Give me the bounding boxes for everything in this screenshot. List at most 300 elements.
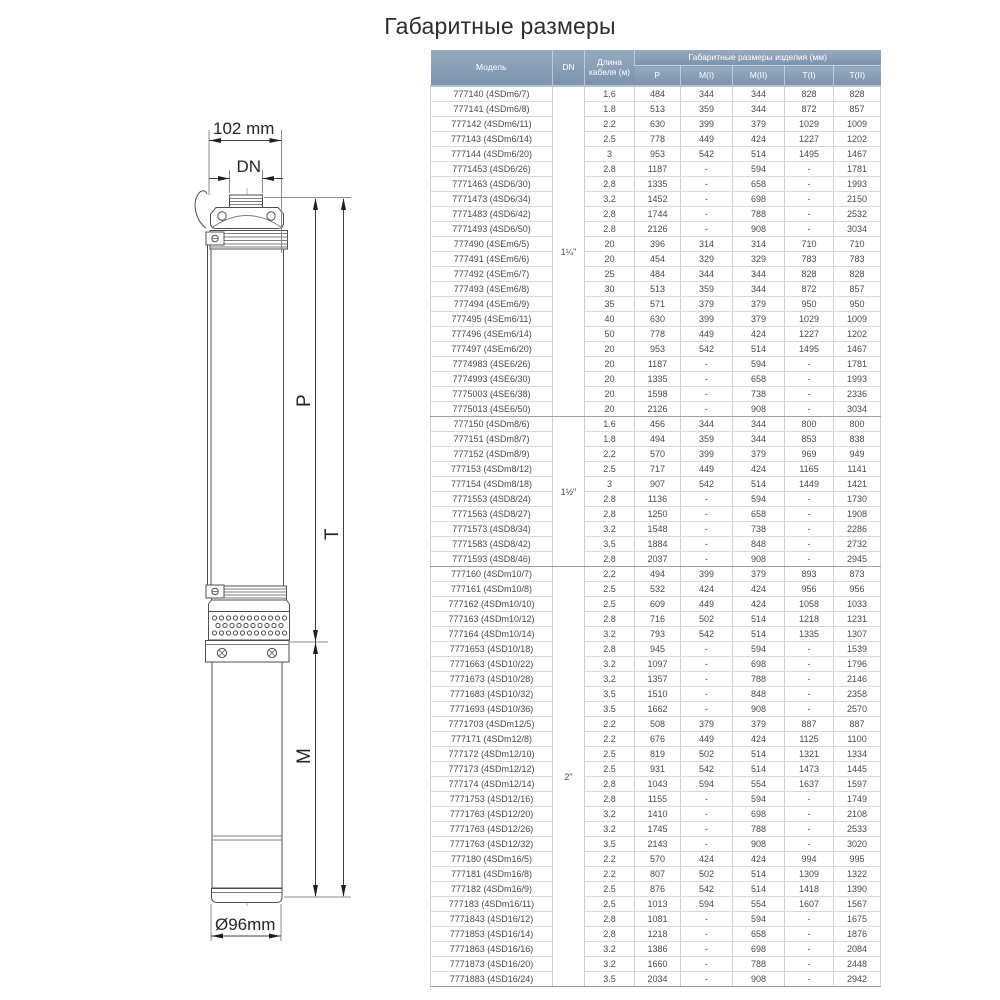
table-row <box>431 282 881 297</box>
table-row <box>431 327 881 342</box>
value-cell: 3.2 <box>585 822 635 837</box>
value-cell: 908 <box>733 402 785 417</box>
model-cell: 7771493 (4SD6/50) <box>431 222 553 237</box>
value-cell: 542 <box>681 627 733 642</box>
value-cell: 788 <box>733 822 785 837</box>
value-cell: 3034 <box>834 402 881 417</box>
value-cell: 1029 <box>785 117 834 132</box>
value-cell: 514 <box>733 342 785 357</box>
value-cell: 314 <box>681 237 733 252</box>
value-cell: 698 <box>733 807 785 822</box>
value-cell: 514 <box>733 867 785 882</box>
value-cell: 1908 <box>834 507 881 522</box>
value-cell: 1097 <box>635 657 681 672</box>
table-row <box>431 102 881 117</box>
value-cell: 513 <box>635 282 681 297</box>
table-row <box>431 567 881 582</box>
value-cell: 887 <box>834 717 881 732</box>
value-cell: 995 <box>834 852 881 867</box>
table-row <box>431 732 881 747</box>
value-cell: 542 <box>681 882 733 897</box>
model-cell: 7771563 (4SD8/27) <box>431 507 553 522</box>
value-cell: 514 <box>733 477 785 492</box>
value-cell: 2.2 <box>585 852 635 867</box>
value-cell: 1033 <box>834 597 881 612</box>
value-cell: 873 <box>834 567 881 582</box>
value-cell: 1449 <box>785 477 834 492</box>
value-cell: 1136 <box>635 492 681 507</box>
value-cell: 872 <box>785 102 834 117</box>
table-row <box>431 417 881 432</box>
value-cell: 2150 <box>834 192 881 207</box>
table-row <box>431 237 881 252</box>
model-cell: 777144 (4SDm6/20) <box>431 147 553 162</box>
model-cell: 7775013 (4SE6/50) <box>431 402 553 417</box>
value-cell: 969 <box>785 447 834 462</box>
value-cell: 40 <box>585 312 635 327</box>
table-row <box>431 867 881 882</box>
table-row <box>431 537 881 552</box>
value-cell: 2533 <box>834 822 881 837</box>
value-cell: 1473 <box>785 762 834 777</box>
value-cell: - <box>681 807 733 822</box>
value-cell: 2.2 <box>585 717 635 732</box>
value-cell: 1749 <box>834 792 881 807</box>
value-cell: 424 <box>733 852 785 867</box>
value-cell: - <box>785 162 834 177</box>
model-cell: 7771763 (4SD12/32) <box>431 837 553 852</box>
value-cell: 1202 <box>834 327 881 342</box>
model-cell: 777151 (4SDm8/7) <box>431 432 553 447</box>
table-row <box>431 447 881 462</box>
value-cell: 3.5 <box>585 837 635 852</box>
value-cell: 738 <box>733 387 785 402</box>
value-cell: 788 <box>733 672 785 687</box>
table-row <box>431 177 881 192</box>
value-cell: 594 <box>733 357 785 372</box>
value-cell: 710 <box>785 237 834 252</box>
value-cell: 379 <box>733 717 785 732</box>
model-cell: 7771553 (4SD8/24) <box>431 492 553 507</box>
value-cell: 2037 <box>635 552 681 567</box>
table-row <box>431 912 881 927</box>
model-cell: 777140 (4SDm6/7) <box>431 86 553 102</box>
value-cell: 2084 <box>834 942 881 957</box>
value-cell: 1335 <box>785 627 834 642</box>
value-cell: 1335 <box>635 372 681 387</box>
value-cell: 329 <box>681 252 733 267</box>
value-cell: 379 <box>733 567 785 582</box>
value-cell: 1141 <box>834 462 881 477</box>
value-cell: 1675 <box>834 912 881 927</box>
value-cell: 594 <box>733 162 785 177</box>
value-cell: - <box>681 837 733 852</box>
pump-head <box>211 195 284 229</box>
value-cell: 2.8 <box>585 207 635 222</box>
table-row <box>431 597 881 612</box>
value-cell: 502 <box>681 747 733 762</box>
value-cell: - <box>681 912 733 927</box>
value-cell: 2945 <box>834 552 881 567</box>
value-cell: 2.2 <box>585 567 635 582</box>
value-cell: 1231 <box>834 612 881 627</box>
value-cell: 609 <box>635 597 681 612</box>
table-row <box>431 822 881 837</box>
model-cell: 7771583 (4SD8/42) <box>431 537 553 552</box>
value-cell: 344 <box>681 267 733 282</box>
suction-collar <box>209 600 290 612</box>
value-cell: 379 <box>681 297 733 312</box>
model-cell: 7771673 (4SD10/28) <box>431 672 553 687</box>
value-cell: 2143 <box>635 837 681 852</box>
value-cell: 424 <box>733 132 785 147</box>
col-header-model: Модель <box>431 50 553 86</box>
value-cell: - <box>785 972 834 987</box>
value-cell: 2.5 <box>585 762 635 777</box>
model-cell: 777183 (4SDm16/11) <box>431 897 553 912</box>
value-cell: 945 <box>635 642 681 657</box>
model-cell: 7771463 (4SD6/30) <box>431 177 553 192</box>
value-cell: 20 <box>585 252 635 267</box>
col-header-t1: T(I) <box>785 66 834 87</box>
value-cell: - <box>785 207 834 222</box>
value-cell: - <box>785 702 834 717</box>
value-cell: - <box>785 177 834 192</box>
model-cell: 777490 (4SEm6/5) <box>431 237 553 252</box>
value-cell: 1745 <box>635 822 681 837</box>
value-cell: 1637 <box>785 777 834 792</box>
model-cell: 7771753 (4SD12/16) <box>431 792 553 807</box>
col-header-dn: DN <box>553 50 585 86</box>
value-cell: 379 <box>733 117 785 132</box>
value-cell: 3.2 <box>585 657 635 672</box>
value-cell: 399 <box>681 567 733 582</box>
model-cell: 7774983 (4SE6/26) <box>431 357 553 372</box>
model-cell: 7771763 (4SD12/20) <box>431 807 553 822</box>
table-row <box>431 807 881 822</box>
value-cell: - <box>785 507 834 522</box>
value-cell: 793 <box>635 627 681 642</box>
value-cell: - <box>785 642 834 657</box>
table-row <box>431 777 881 792</box>
value-cell: 1.6 <box>585 417 635 432</box>
value-cell: 594 <box>681 897 733 912</box>
value-cell: 399 <box>681 117 733 132</box>
table-row <box>431 837 881 852</box>
value-cell: 20 <box>585 372 635 387</box>
value-cell: - <box>785 387 834 402</box>
value-cell: - <box>785 657 834 672</box>
model-cell: 777141 (4SDm6/8) <box>431 102 553 117</box>
value-cell: 778 <box>635 327 681 342</box>
head-bolt-hole-right <box>267 212 275 220</box>
value-cell: 872 <box>785 282 834 297</box>
value-cell: 3.2 <box>585 672 635 687</box>
value-cell: 344 <box>681 86 733 102</box>
value-cell: 2.8 <box>585 927 635 942</box>
value-cell: 3034 <box>834 222 881 237</box>
value-cell: 20 <box>585 237 635 252</box>
value-cell: 1495 <box>785 147 834 162</box>
table-row <box>431 612 881 627</box>
value-cell: 893 <box>785 567 834 582</box>
pump-body <box>211 249 284 586</box>
value-cell: 1322 <box>834 867 881 882</box>
value-cell: 456 <box>635 417 681 432</box>
value-cell: - <box>785 672 834 687</box>
dn-cell: 1¼" <box>553 86 585 417</box>
model-cell: 7771873 (4SD16/20) <box>431 957 553 972</box>
value-cell: 514 <box>733 882 785 897</box>
value-cell: 494 <box>635 567 681 582</box>
value-cell: 2.2 <box>585 117 635 132</box>
value-cell: 2.5 <box>585 747 635 762</box>
value-cell: 857 <box>834 102 881 117</box>
table-row <box>431 117 881 132</box>
table-row <box>431 342 881 357</box>
value-cell: 424 <box>733 732 785 747</box>
table-row <box>431 627 881 642</box>
value-cell: 3.5 <box>585 972 635 987</box>
value-cell: 594 <box>733 642 785 657</box>
table-row <box>431 252 881 267</box>
value-cell: - <box>681 657 733 672</box>
value-cell: 484 <box>635 267 681 282</box>
value-cell: 3.2 <box>585 942 635 957</box>
value-cell: 1796 <box>834 657 881 672</box>
value-cell: 2.2 <box>585 447 635 462</box>
value-cell: 359 <box>681 102 733 117</box>
col-header-p: P <box>635 66 681 87</box>
value-cell: 399 <box>681 312 733 327</box>
value-cell: 1227 <box>785 132 834 147</box>
value-cell: 2.8 <box>585 222 635 237</box>
table-row <box>431 747 881 762</box>
value-cell: 788 <box>733 207 785 222</box>
value-cell: - <box>785 492 834 507</box>
value-cell: 20 <box>585 342 635 357</box>
value-cell: - <box>785 537 834 552</box>
value-cell: - <box>681 687 733 702</box>
value-cell: - <box>681 162 733 177</box>
value-cell: 2942 <box>834 972 881 987</box>
value-cell: 1218 <box>785 612 834 627</box>
value-cell: - <box>785 957 834 972</box>
value-cell: 20 <box>585 387 635 402</box>
table-row <box>431 762 881 777</box>
value-cell: 994 <box>785 852 834 867</box>
value-cell: - <box>681 792 733 807</box>
value-cell: 2.2 <box>585 867 635 882</box>
value-cell: 1993 <box>834 372 881 387</box>
model-cell: 777172 (4SDm12/10) <box>431 747 553 762</box>
value-cell: 514 <box>733 612 785 627</box>
value-cell: - <box>785 522 834 537</box>
value-cell: 424 <box>733 327 785 342</box>
value-cell: 2570 <box>834 702 881 717</box>
table-row <box>431 927 881 942</box>
value-cell: 1227 <box>785 327 834 342</box>
model-cell: 777150 (4SDm8/6) <box>431 417 553 432</box>
value-cell: - <box>681 927 733 942</box>
value-cell: 449 <box>681 462 733 477</box>
value-cell: - <box>681 192 733 207</box>
value-cell: 344 <box>733 417 785 432</box>
value-cell: 502 <box>681 867 733 882</box>
value-cell: 379 <box>733 297 785 312</box>
value-cell: 2.5 <box>585 582 635 597</box>
value-cell: - <box>681 957 733 972</box>
table-row <box>431 702 881 717</box>
value-cell: 953 <box>635 342 681 357</box>
value-cell: 2.8 <box>585 792 635 807</box>
value-cell: 514 <box>733 147 785 162</box>
table-body <box>431 86 881 987</box>
value-cell: 658 <box>733 177 785 192</box>
model-cell: 7771853 (4SD16/14) <box>431 927 553 942</box>
cable-clamp-top <box>206 232 224 245</box>
value-cell: 514 <box>733 747 785 762</box>
value-cell: 344 <box>733 102 785 117</box>
value-cell: 424 <box>681 852 733 867</box>
value-cell: 698 <box>733 942 785 957</box>
model-cell: 7771863 (4SD16/16) <box>431 942 553 957</box>
value-cell: 571 <box>635 297 681 312</box>
dimensions-table <box>430 50 881 987</box>
model-cell: 777161 (4SDm10/8) <box>431 582 553 597</box>
value-cell: 344 <box>681 417 733 432</box>
value-cell: - <box>785 912 834 927</box>
value-cell: 1187 <box>635 357 681 372</box>
value-cell: 20 <box>585 402 635 417</box>
value-cell: 2.8 <box>585 177 635 192</box>
table-row <box>431 897 881 912</box>
value-cell: 2034 <box>635 972 681 987</box>
value-cell: 2.8 <box>585 492 635 507</box>
value-cell: 2532 <box>834 207 881 222</box>
value-cell: 554 <box>733 777 785 792</box>
model-cell: 7775003 (4SE6/38) <box>431 387 553 402</box>
value-cell: 25 <box>585 267 635 282</box>
value-cell: 359 <box>681 282 733 297</box>
col-header-m2: M(II) <box>733 66 785 87</box>
value-cell: 2286 <box>834 522 881 537</box>
table-row <box>431 507 881 522</box>
value-cell: 1445 <box>834 762 881 777</box>
value-cell: 2.8 <box>585 507 635 522</box>
value-cell: - <box>785 402 834 417</box>
model-cell: 777152 (4SDm8/9) <box>431 447 553 462</box>
model-cell: 7774993 (4SE6/30) <box>431 372 553 387</box>
value-cell: 1009 <box>834 312 881 327</box>
value-cell: 449 <box>681 132 733 147</box>
table-row <box>431 972 881 987</box>
value-cell: 1334 <box>834 747 881 762</box>
table-row <box>431 462 881 477</box>
value-cell: 2732 <box>834 537 881 552</box>
table-row <box>431 147 881 162</box>
value-cell: 1309 <box>785 867 834 882</box>
value-cell: 570 <box>635 852 681 867</box>
value-cell: - <box>681 552 733 567</box>
value-cell: 594 <box>733 792 785 807</box>
model-cell: 777494 (4SEm6/9) <box>431 297 553 312</box>
model-cell: 7771573 (4SD8/34) <box>431 522 553 537</box>
value-cell: - <box>681 672 733 687</box>
value-cell: 2.8 <box>585 642 635 657</box>
value-cell: 1660 <box>635 957 681 972</box>
value-cell: 3 <box>585 477 635 492</box>
value-cell: 2.8 <box>585 612 635 627</box>
value-cell: 424 <box>733 597 785 612</box>
value-cell: 424 <box>733 462 785 477</box>
value-cell: 379 <box>733 312 785 327</box>
value-cell: 449 <box>681 327 733 342</box>
value-cell: - <box>785 552 834 567</box>
value-cell: 788 <box>733 957 785 972</box>
value-cell: 594 <box>733 912 785 927</box>
table-row <box>431 687 881 702</box>
value-cell: - <box>681 372 733 387</box>
value-cell: 2.5 <box>585 897 635 912</box>
width-dimension-label: 102 mm <box>213 119 275 138</box>
value-cell: 630 <box>635 117 681 132</box>
table-row <box>431 162 881 177</box>
model-cell: 777164 (4SDm10/14) <box>431 627 553 642</box>
value-cell: 676 <box>635 732 681 747</box>
value-cell: 819 <box>635 747 681 762</box>
value-cell: 1013 <box>635 897 681 912</box>
value-cell: 1307 <box>834 627 881 642</box>
value-cell: - <box>785 192 834 207</box>
m-dimension-label: M <box>294 748 315 764</box>
value-cell: 1321 <box>785 747 834 762</box>
value-cell: 594 <box>681 777 733 792</box>
value-cell: 424 <box>733 582 785 597</box>
dimension-diameter <box>211 904 281 941</box>
value-cell: 542 <box>681 762 733 777</box>
value-cell: 828 <box>785 86 834 102</box>
table-row <box>431 492 881 507</box>
value-cell: 494 <box>635 432 681 447</box>
value-cell: 931 <box>635 762 681 777</box>
model-cell: 7771763 (4SD12/26) <box>431 822 553 837</box>
table-row <box>431 207 881 222</box>
model-cell: 777163 (4SDm10/12) <box>431 612 553 627</box>
value-cell: 1.8 <box>585 102 635 117</box>
value-cell: - <box>785 807 834 822</box>
value-cell: 658 <box>733 927 785 942</box>
value-cell: - <box>785 942 834 957</box>
model-cell: 777162 (4SDm10/10) <box>431 597 553 612</box>
value-cell: 1510 <box>635 687 681 702</box>
model-cell: 7771483 (4SD6/42) <box>431 207 553 222</box>
value-cell: 2336 <box>834 387 881 402</box>
value-cell: - <box>785 222 834 237</box>
model-cell: 777173 (4SDm12/12) <box>431 762 553 777</box>
value-cell: - <box>681 972 733 987</box>
value-cell: 1876 <box>834 927 881 942</box>
value-cell: 1335 <box>635 177 681 192</box>
value-cell: 738 <box>733 522 785 537</box>
value-cell: 953 <box>635 147 681 162</box>
value-cell: 2.8 <box>585 777 635 792</box>
table-row <box>431 312 881 327</box>
value-cell: 950 <box>834 297 881 312</box>
value-cell: 344 <box>733 267 785 282</box>
value-cell: 2448 <box>834 957 881 972</box>
value-cell: 359 <box>681 432 733 447</box>
